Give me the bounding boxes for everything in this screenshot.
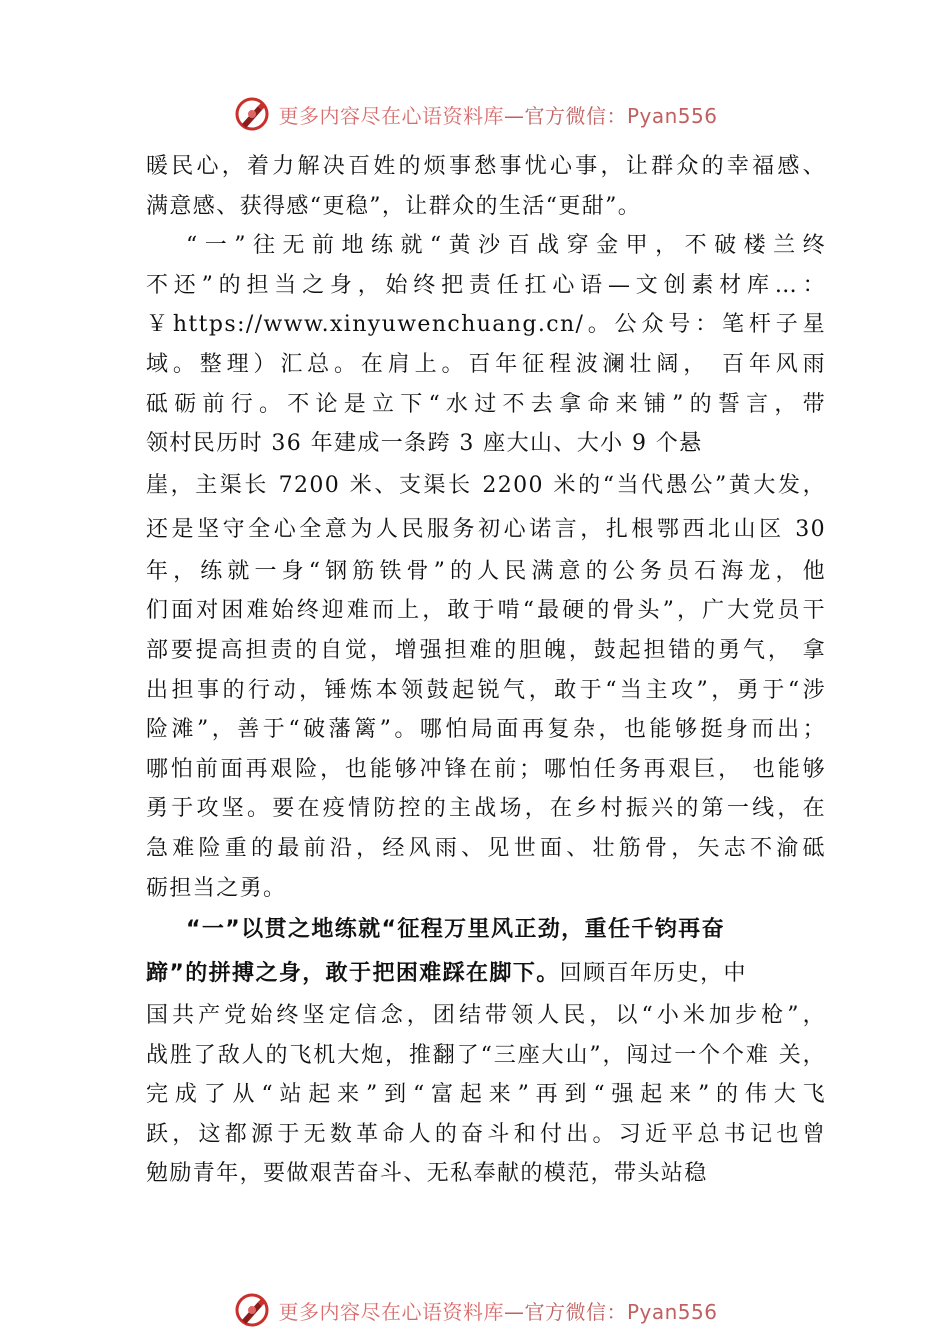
body-line: 战胜了敌人的飞机大炮，推翻了“三座大山”，闯过一个个难 关， [146, 1042, 826, 1068]
body-line: 完成了从“站起来”到“富起来”再到“强起来”的伟大飞 [146, 1082, 826, 1108]
body-line: 领村民历时 36 年建成一条跨 3 座大山、大小 9 个悬 [146, 431, 703, 457]
header-brand-text [278, 100, 717, 129]
body-line: 崖，主渠长 7200 米、支渠长 2200 米的“当代愚公”黄大发， [146, 472, 826, 498]
body-line: 险滩”，善于“破藩篱”。哪怕局面再复杂，也能够挺身而出； [146, 717, 826, 743]
section-heading-line: “一”以贯之地练就“征程万里风正劲，重任千钧再奋 [186, 917, 725, 943]
body-line: 不还”的担当之身，始终把责任扛心语—文创素材库…： [146, 272, 826, 298]
header-banner [0, 92, 950, 136]
header-contact: —官方微信：Pyan556 [503, 103, 718, 128]
body-line-rest: 回顾百年历史，中 [559, 961, 747, 987]
footer-banner [0, 1288, 950, 1332]
footer-brand-text [278, 1296, 717, 1325]
body-line: 砥砺前行。不论是立下“水过不去拿命来铺”的誓言，带 [146, 391, 826, 417]
body-line: 跃，这都源于无数革命人的奋斗和付出。习近平总书记也曾 [146, 1121, 826, 1147]
body-line: 暖民心，着力解决百姓的烦事愁事忧心事，让群众的幸福感、 [146, 154, 826, 179]
body-line: ￥https://www.xinyuwenchuang.cn/。公众号：笔杆子星 [146, 312, 826, 338]
body-line: 年，练就一身“钢筋铁骨”的人民满意的公务员石海龙，他 [146, 558, 826, 584]
mixed-line [146, 952, 826, 996]
pen-logo-icon [232, 94, 272, 134]
body-line: 满意感、获得感“更稳”，让群众的生活“更甜”。 [146, 193, 642, 219]
body-line: 域。整理）汇总。在肩上。百年征程波澜壮阔， 百年风雨 [146, 351, 826, 377]
body-line: 哪怕前面再艰险，也能够冲锋在前；哪怕任务再艰巨， 也能够 [146, 756, 826, 782]
pen-logo-icon [232, 1290, 272, 1330]
body-line: 们面对困难始终迎难而上，敢于啃“最硬的骨头”，广大党员干 [146, 598, 826, 624]
section-heading-tail: 蹄”的拼搏之身，敢于把困难踩在脚下。 [146, 961, 560, 987]
footer-brand: 更多内容尽在心语资料库 [278, 1299, 504, 1324]
body-line: 还是坚守全心全意为人民服务初心诺言，扎根鄂西北山区 30 [146, 516, 826, 542]
body-line: 砺担当之勇。 [146, 875, 287, 901]
body-line: 勇于攻坚。要在疫情防控的主战场，在乡村振兴的第一线，在 [146, 796, 826, 822]
footer-contact: —官方微信：Pyan556 [503, 1299, 718, 1324]
body-line: 出担事的行动，锤炼本领鼓起锐气，敢于“当主攻”，勇于“涉 [146, 677, 826, 703]
body-line: “一”往无前地练就“黄沙百战穿金甲，不破楼兰终 [186, 233, 826, 259]
header-brand: 更多内容尽在心语资料库 [278, 103, 504, 128]
document-body [146, 147, 826, 1194]
body-line: 部要提高担责的自觉，增强担难的胆魄，鼓起担错的勇气， 拿 [146, 637, 826, 663]
body-line: 急难险重的最前沿，经风雨、见世面、壮筋骨，矢志不渝砥 [146, 835, 826, 861]
body-line: 勉励青年，要做艰苦奋斗、无私奉献的模范，带头站稳 [146, 1161, 708, 1187]
body-line: 国共产党始终坚定信念，团结带领人民，以“小米加步枪”， [146, 1003, 826, 1029]
